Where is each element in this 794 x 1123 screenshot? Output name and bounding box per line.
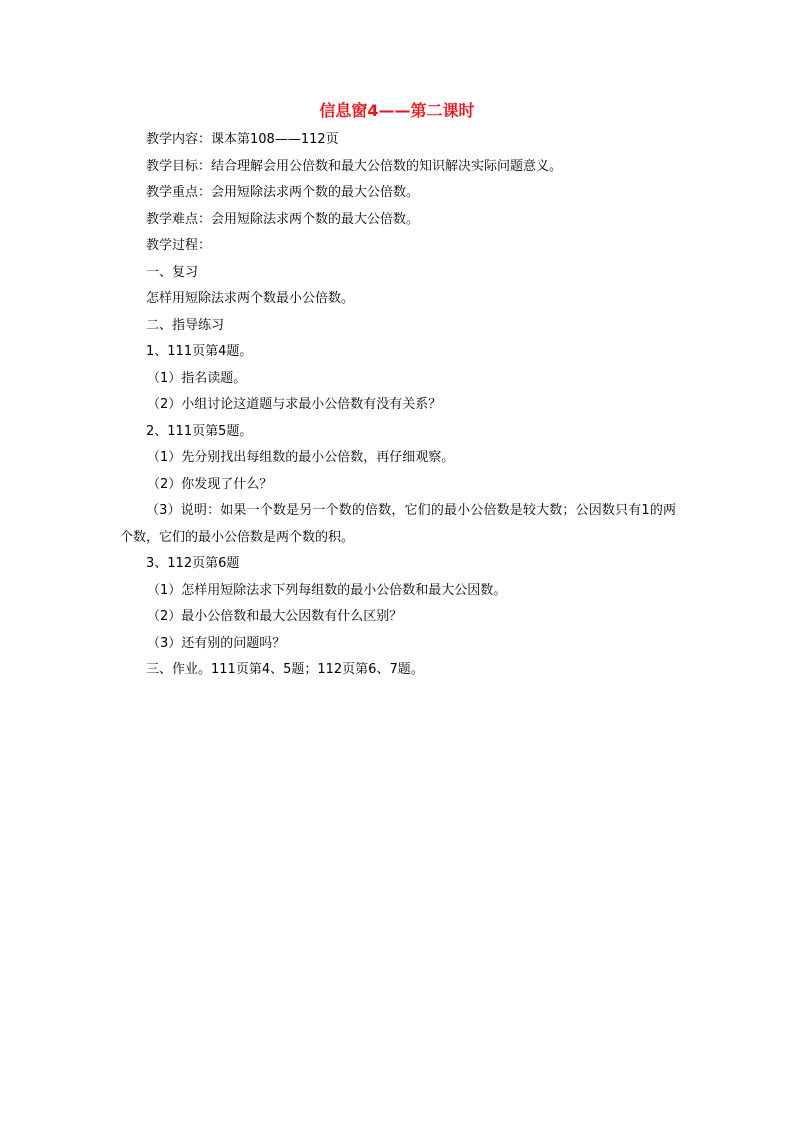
- item-3-sub-2: （2）最小公倍数和最大公因数有什么区别？: [147, 609, 403, 624]
- item-2-sub-2: （2）你发现了什么？: [147, 476, 273, 492]
- content-line: 教学内容：课本第108——112页: [146, 132, 339, 147]
- item-1-sub-1: （1）指名读题。: [147, 370, 247, 386]
- item-1: 1、111页第4题。: [146, 344, 253, 359]
- item-3-sub-3: （3）还有别的问题吗？: [147, 635, 286, 651]
- document-title: 信息窗4——第二课时: [319, 101, 475, 120]
- section-3: 三、作业。111页第4、5题；112页第6、7题。: [146, 662, 424, 677]
- item-2: 2、111页第5题。: [146, 423, 253, 439]
- item-2-sub-3: （3）说明：如果一个数是另一个数的倍数，它们的最小公倍数是较大数；公因数只有1的两个数，它们的最小公倍数是两个数的积。: [120, 503, 676, 545]
- key-point-line: 教学重点：会用短除法求两个数的最大公倍数。: [146, 185, 420, 200]
- item-1-sub-2: （2）小组讨论这道题与求最小公倍数有没有关系？: [147, 397, 442, 412]
- item-2-sub-1: （1）先分别找出每组数的最小公倍数，再仔细观察。: [147, 450, 455, 465]
- item-3: 3、112页第6题: [146, 556, 240, 571]
- difficult-point-line: 教学难点：会用短除法求两个数的最大公倍数。: [146, 211, 420, 227]
- item-3-sub-1: （1）怎样用短除法求下列每组数的最小公倍数和最大公因数。: [147, 582, 507, 598]
- section-1-heading: 一、复习: [146, 264, 199, 280]
- objective-line: 教学目标：结合理解会用公倍数和最大公倍数的知识解决实际问题意义。: [146, 158, 563, 174]
- process-label: 教学过程：: [146, 238, 212, 253]
- section-2-heading: 二、指导练习: [146, 317, 225, 333]
- document-body: [120, 127, 676, 684]
- section-1-text: 怎样用短除法求两个数最小公倍数。: [146, 291, 355, 306]
